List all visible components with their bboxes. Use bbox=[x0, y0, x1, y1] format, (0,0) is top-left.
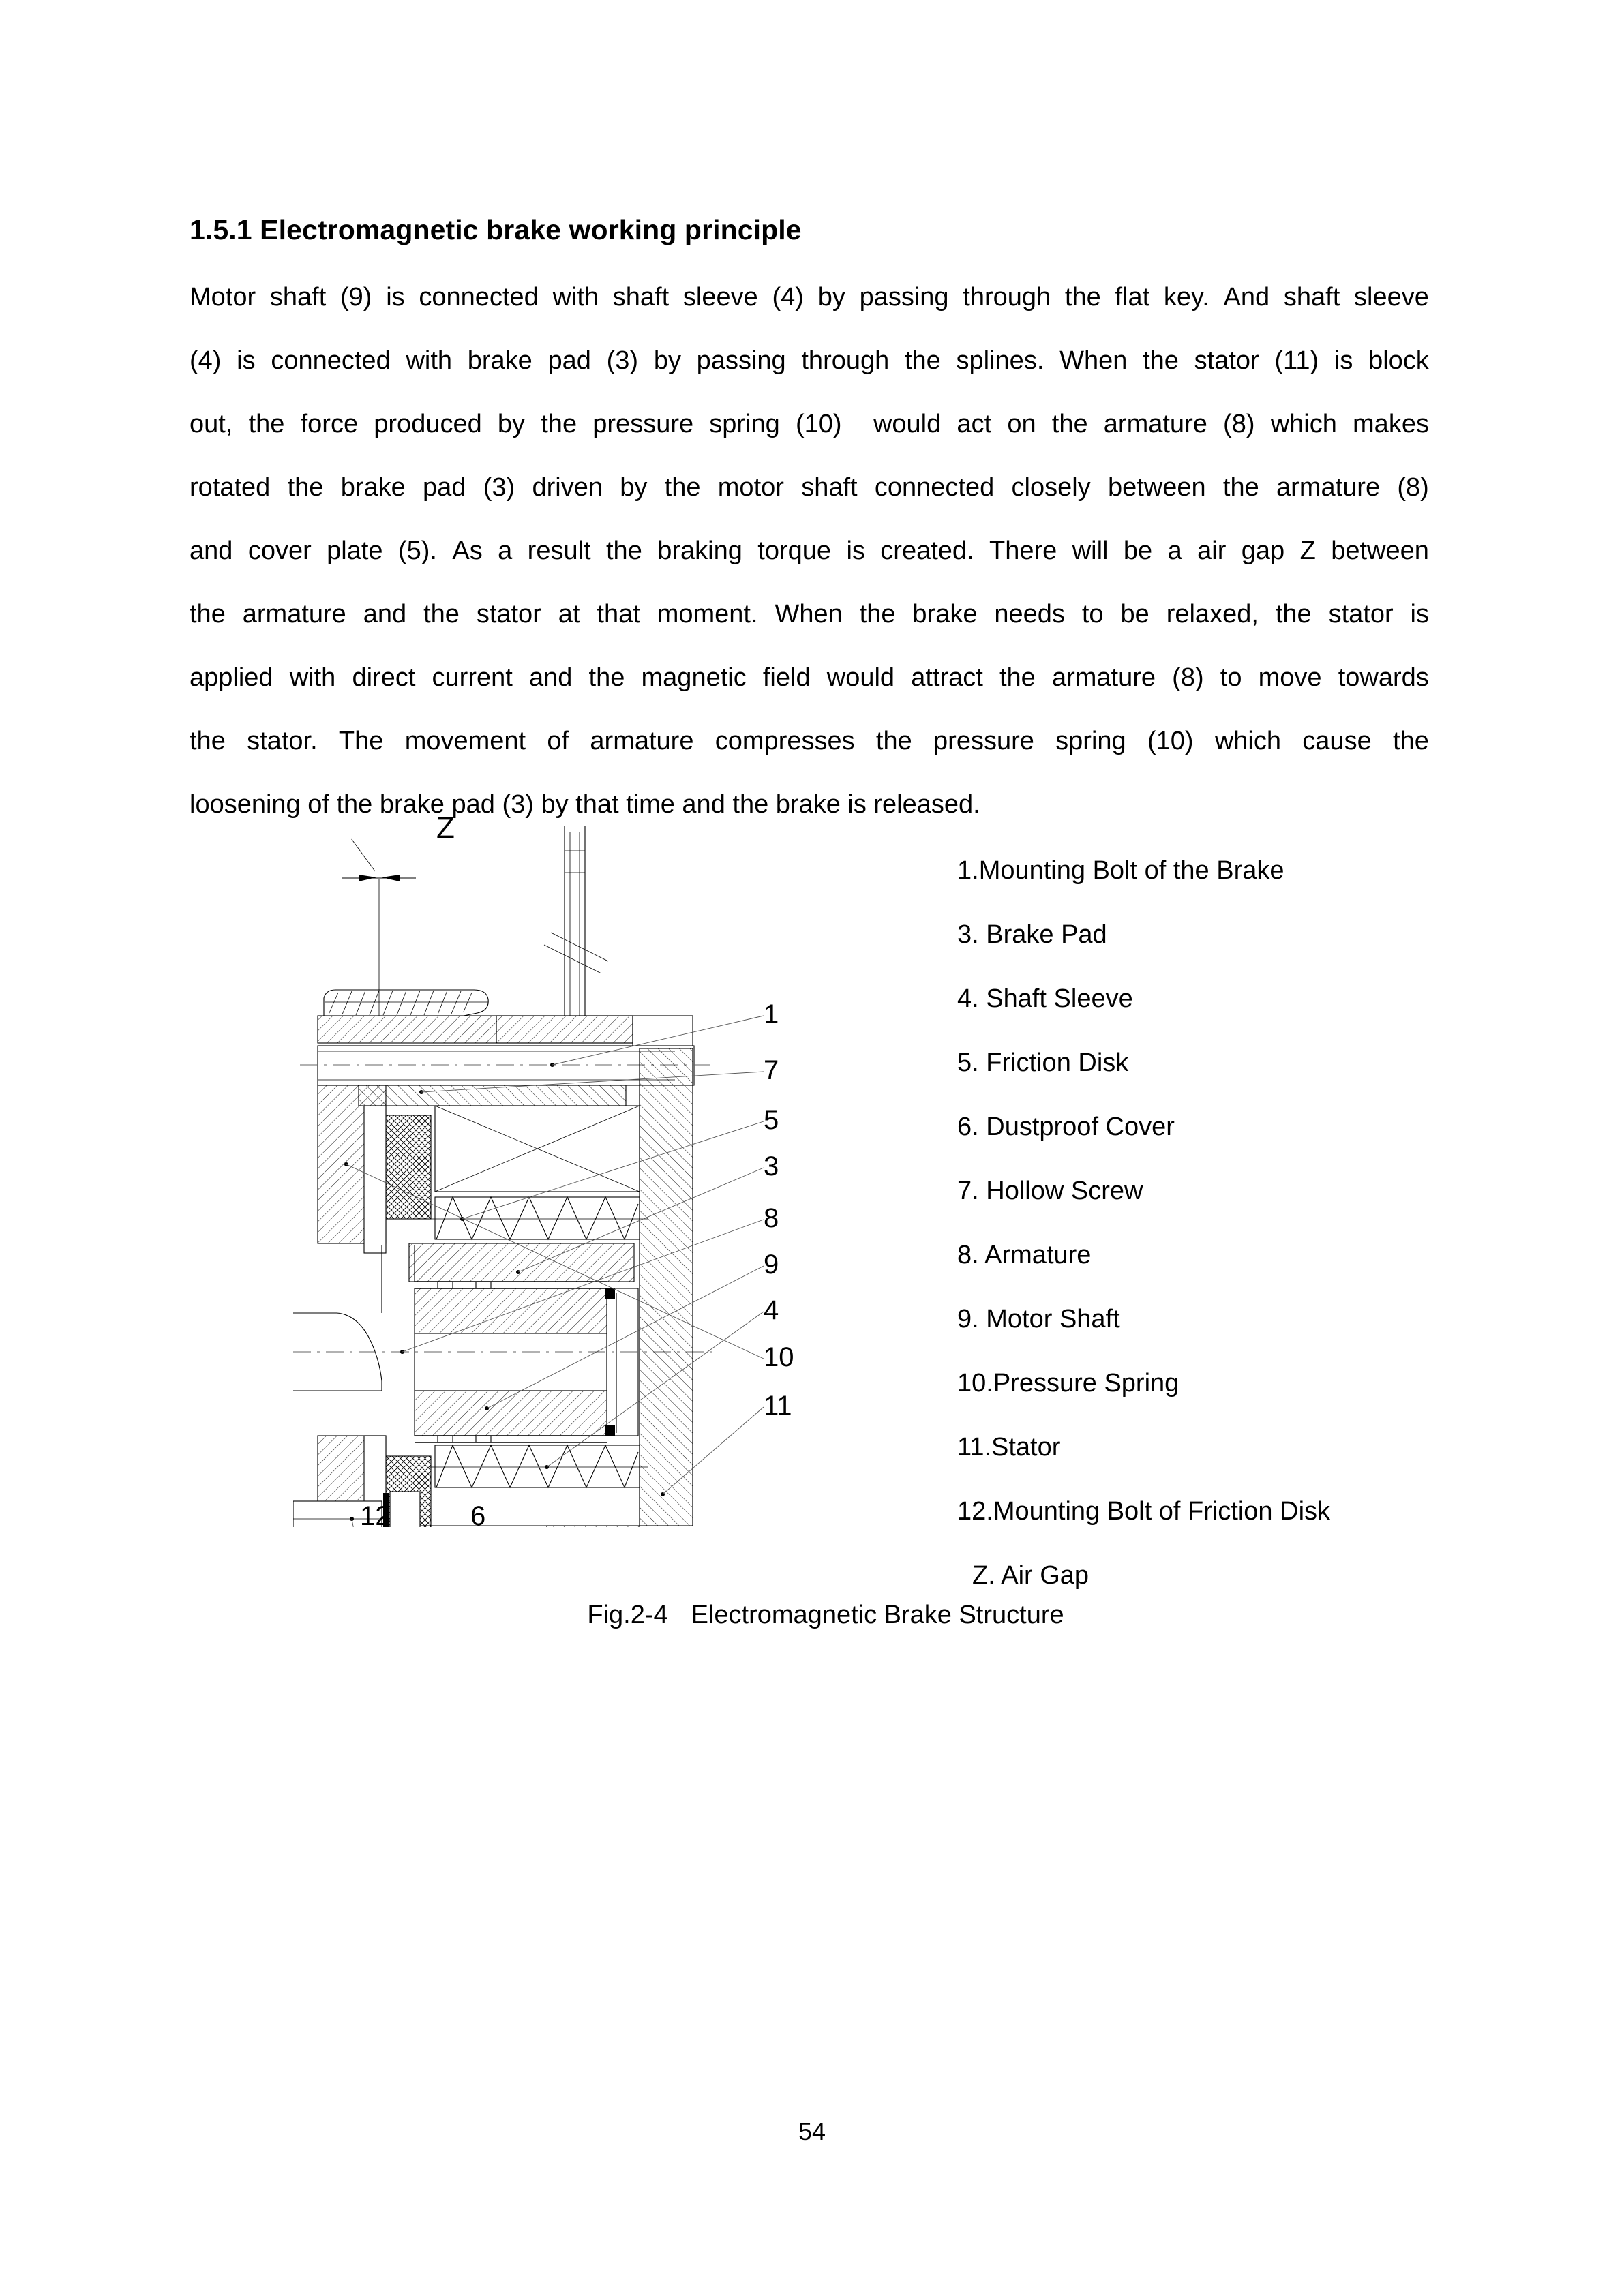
stator-body-left bbox=[318, 1085, 431, 1253]
shaft-sleeve-band bbox=[359, 1085, 626, 1106]
air-gap-dimension bbox=[342, 839, 416, 1016]
stator-housing-top-flange bbox=[318, 1016, 693, 1048]
figure-caption-label: Fig.2-4 bbox=[587, 1601, 668, 1629]
legend-item: 10.Pressure Spring bbox=[957, 1369, 1179, 1398]
legend-item: 5. Friction Disk bbox=[957, 1048, 1129, 1077]
housing-bottom-plate bbox=[420, 1526, 640, 1527]
body-paragraph bbox=[190, 266, 1429, 836]
stator-coil-winding bbox=[435, 1106, 640, 1192]
callout-number-1: 1 bbox=[764, 999, 779, 1029]
figure-caption bbox=[0, 1601, 1624, 1630]
paragraph-line: and cover plate (5). As a result the braking torque is created. There will be a air gap Z between bbox=[190, 537, 1429, 565]
legend-item: 11.Stator bbox=[957, 1433, 1061, 1462]
legend-item: 4. Shaft Sleeve bbox=[957, 984, 1133, 1013]
page-title: 1.5.1 Electromagnetic brake working principle bbox=[190, 214, 802, 246]
legend-item: 3. Brake Pad bbox=[957, 920, 1107, 949]
stator-outer-column-right bbox=[640, 1048, 693, 1526]
legend-item: 9. Motor Shaft bbox=[957, 1305, 1120, 1333]
page-number: 54 bbox=[798, 2117, 826, 2145]
legend-item: 8. Armature bbox=[957, 1241, 1092, 1269]
electromagnetic-brake-cross-section-drawing bbox=[293, 811, 784, 1527]
figure-caption-text: Electromagnetic Brake Structure bbox=[691, 1601, 1064, 1629]
callout-number-5: 5 bbox=[764, 1105, 779, 1135]
paragraph-line: the armature and the stator at that moment. When the brake needs to be relaxed, the stator is bbox=[190, 600, 1429, 629]
figure-legend-list bbox=[957, 839, 1571, 1607]
callout-number-11: 11 bbox=[764, 1391, 792, 1421]
paragraph-line: Motor shaft (9) is connected with shaft sleeve (4) by passing through the flat key. And shaft sleeve bbox=[190, 283, 1429, 312]
air-gap-marker-label: Z bbox=[436, 811, 455, 845]
dustproof-cover-top bbox=[324, 990, 488, 1016]
callout-number-9: 9 bbox=[764, 1250, 779, 1280]
callout-number-7: 7 bbox=[764, 1055, 779, 1085]
paragraph-line: the stator. The movement of armature compresses the pressure spring (10) which cause the bbox=[190, 727, 1429, 755]
brake-pad-friction-disk-stack bbox=[415, 1282, 638, 1442]
legend-item: Z. Air Gap bbox=[972, 1561, 1089, 1590]
callout-number-12: 12 bbox=[360, 1501, 391, 1531]
paragraph-line: rotated the brake pad (3) driven by the motor shaft connected closely between the armature (8) bbox=[190, 473, 1429, 502]
legend-item: 6. Dustproof Cover bbox=[957, 1113, 1175, 1141]
paragraph-line: (4) is connected with brake pad (3) by passing through the splines. When the stator (11) is block bbox=[190, 346, 1429, 375]
callout-number-6: 6 bbox=[470, 1501, 486, 1531]
callout-number-10: 10 bbox=[764, 1342, 794, 1372]
legend-item: 7. Hollow Screw bbox=[957, 1177, 1143, 1205]
callout-number-4: 4 bbox=[764, 1295, 779, 1325]
hollow-screw-stem bbox=[544, 826, 608, 1016]
callout-number-3: 3 bbox=[764, 1151, 779, 1181]
legend-item: 1.Mounting Bolt of the Brake bbox=[957, 856, 1284, 885]
paragraph-line: applied with direct current and the magnetic field would attract the armature (8) to move towards bbox=[190, 663, 1429, 692]
paragraph-line: out, the force produced by the pressure spring (10) would act on the armature (8) which makes bbox=[190, 410, 1429, 438]
legend-item: 12.Mounting Bolt of Friction Disk bbox=[957, 1497, 1331, 1526]
callout-number-8: 8 bbox=[764, 1203, 779, 1233]
armature-plate bbox=[409, 1243, 634, 1282]
paragraph-line: loosening of the brake pad (3) by that time and the brake is released. bbox=[190, 790, 980, 819]
